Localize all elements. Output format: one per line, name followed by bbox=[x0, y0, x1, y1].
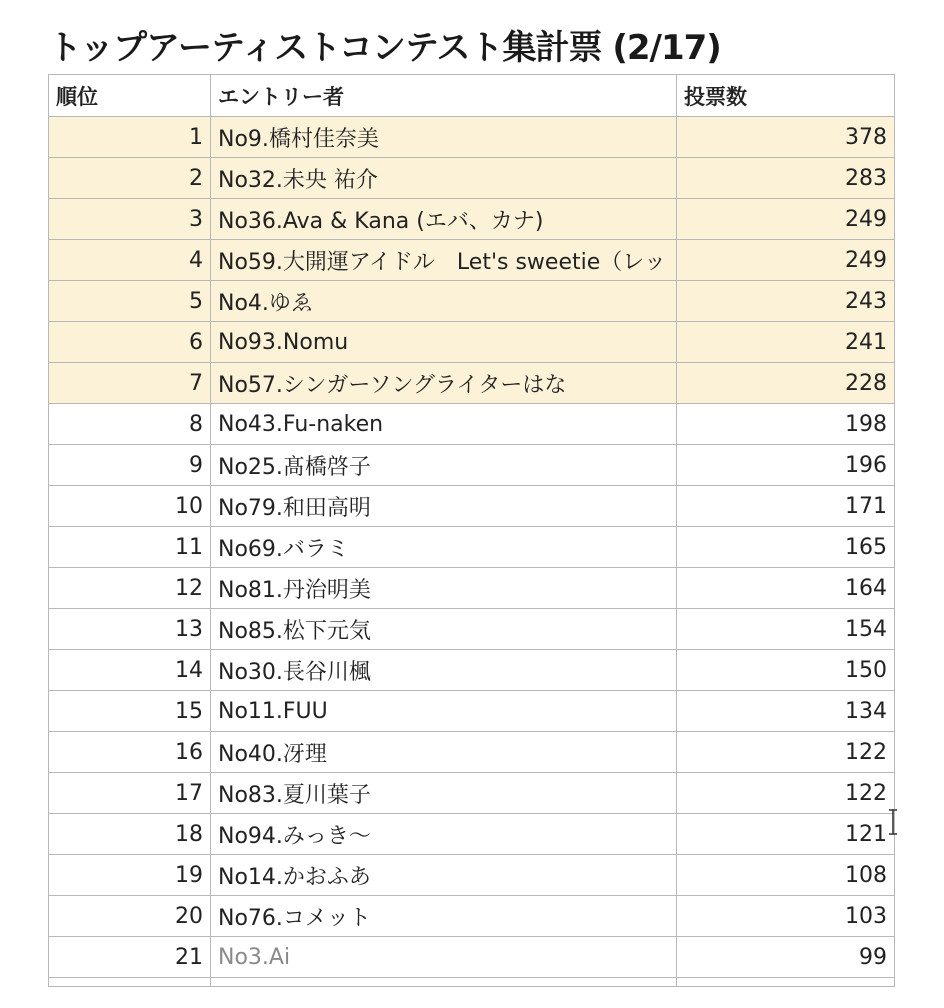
rank-cell[interactable]: 2 bbox=[49, 158, 211, 199]
votes-cell[interactable]: 283 bbox=[677, 158, 895, 199]
table-row bbox=[49, 445, 895, 486]
rank-cell[interactable]: 14 bbox=[49, 650, 211, 691]
entrant-cell[interactable]: No81.丹治明美 bbox=[211, 568, 677, 609]
entrant-cell[interactable]: No40.冴理 bbox=[211, 732, 677, 773]
rank-cell[interactable]: 7 bbox=[49, 363, 211, 404]
table-row bbox=[49, 650, 895, 691]
rank-cell[interactable]: 4 bbox=[49, 240, 211, 281]
entrant-cell[interactable] bbox=[211, 978, 677, 987]
rank-cell[interactable] bbox=[49, 978, 211, 987]
results-sheet bbox=[48, 74, 894, 987]
entrant-cell[interactable]: No3.Ai bbox=[211, 937, 677, 978]
header-rank[interactable]: 順位 bbox=[49, 75, 211, 117]
rank-cell[interactable]: 12 bbox=[49, 568, 211, 609]
header-entrant[interactable]: エントリー者 bbox=[211, 75, 677, 117]
text-cursor-icon bbox=[888, 808, 898, 836]
votes-cell[interactable]: 134 bbox=[677, 691, 895, 732]
votes-cell[interactable]: 108 bbox=[677, 855, 895, 896]
votes-cell[interactable]: 165 bbox=[677, 527, 895, 568]
table-row bbox=[49, 486, 895, 527]
table-row bbox=[49, 404, 895, 445]
votes-cell[interactable]: 171 bbox=[677, 486, 895, 527]
entrant-cell[interactable]: No59.大開運アイドル Let's sweetie（レッ bbox=[211, 240, 677, 281]
rank-cell[interactable]: 9 bbox=[49, 445, 211, 486]
votes-cell[interactable]: 378 bbox=[677, 117, 895, 158]
table-row bbox=[49, 773, 895, 814]
votes-cell[interactable]: 99 bbox=[677, 937, 895, 978]
votes-cell[interactable]: 243 bbox=[677, 281, 895, 322]
entrant-cell[interactable]: No36.Ava & Kana (エバ、カナ) bbox=[211, 199, 677, 240]
rank-cell[interactable]: 5 bbox=[49, 281, 211, 322]
table-row bbox=[49, 896, 895, 937]
entrant-cell[interactable]: No57.シンガーソングライターはな bbox=[211, 363, 677, 404]
header-votes[interactable]: 投票数 bbox=[677, 75, 895, 117]
votes-cell[interactable]: 196 bbox=[677, 445, 895, 486]
rank-cell[interactable]: 1 bbox=[49, 117, 211, 158]
rank-cell[interactable]: 3 bbox=[49, 199, 211, 240]
table-row bbox=[49, 117, 895, 158]
rank-cell[interactable]: 17 bbox=[49, 773, 211, 814]
table-row bbox=[49, 199, 895, 240]
entrant-cell[interactable]: No4.ゆゑ bbox=[211, 281, 677, 322]
votes-cell[interactable]: 249 bbox=[677, 199, 895, 240]
rank-cell[interactable]: 15 bbox=[49, 691, 211, 732]
votes-cell[interactable]: 249 bbox=[677, 240, 895, 281]
entrant-cell[interactable]: No69.バラミ bbox=[211, 527, 677, 568]
entrant-cell[interactable]: No30.長谷川楓 bbox=[211, 650, 677, 691]
rank-cell[interactable]: 6 bbox=[49, 322, 211, 363]
rank-cell[interactable]: 11 bbox=[49, 527, 211, 568]
table-row bbox=[49, 937, 895, 978]
entrant-cell[interactable]: No11.FUU bbox=[211, 691, 677, 732]
votes-cell[interactable]: 150 bbox=[677, 650, 895, 691]
votes-cell[interactable]: 164 bbox=[677, 568, 895, 609]
entrant-cell[interactable]: No9.橋村佳奈美 bbox=[211, 117, 677, 158]
votes-cell[interactable]: 121 bbox=[677, 814, 895, 855]
votes-cell[interactable] bbox=[677, 978, 895, 987]
table-row bbox=[49, 363, 895, 404]
votes-cell[interactable]: 122 bbox=[677, 732, 895, 773]
table-row bbox=[49, 691, 895, 732]
table-row bbox=[49, 281, 895, 322]
rank-cell[interactable]: 19 bbox=[49, 855, 211, 896]
entrant-cell[interactable]: No32.未央 祐介 bbox=[211, 158, 677, 199]
rank-cell[interactable]: 8 bbox=[49, 404, 211, 445]
table-row bbox=[49, 609, 895, 650]
votes-cell[interactable]: 198 bbox=[677, 404, 895, 445]
rank-cell[interactable]: 13 bbox=[49, 609, 211, 650]
table-row-partial bbox=[49, 978, 895, 987]
votes-cell[interactable]: 122 bbox=[677, 773, 895, 814]
table-row bbox=[49, 732, 895, 773]
results-table bbox=[48, 74, 895, 987]
votes-cell[interactable]: 241 bbox=[677, 322, 895, 363]
votes-cell[interactable]: 103 bbox=[677, 896, 895, 937]
table-row bbox=[49, 527, 895, 568]
rank-cell[interactable]: 18 bbox=[49, 814, 211, 855]
table-row bbox=[49, 814, 895, 855]
rank-cell[interactable]: 10 bbox=[49, 486, 211, 527]
table-row bbox=[49, 855, 895, 896]
table-row bbox=[49, 240, 895, 281]
entrant-cell[interactable]: No83.夏川葉子 bbox=[211, 773, 677, 814]
entrant-cell[interactable]: No93.Nomu bbox=[211, 322, 677, 363]
table-row bbox=[49, 322, 895, 363]
votes-cell[interactable]: 154 bbox=[677, 609, 895, 650]
entrant-cell[interactable]: No43.Fu-naken bbox=[211, 404, 677, 445]
rank-cell[interactable]: 16 bbox=[49, 732, 211, 773]
rank-cell[interactable]: 20 bbox=[49, 896, 211, 937]
rank-cell[interactable]: 21 bbox=[49, 937, 211, 978]
votes-cell[interactable]: 228 bbox=[677, 363, 895, 404]
table-row bbox=[49, 158, 895, 199]
entrant-cell[interactable]: No76.コメット bbox=[211, 896, 677, 937]
header-row bbox=[49, 75, 895, 117]
entrant-cell[interactable]: No85.松下元気 bbox=[211, 609, 677, 650]
entrant-cell[interactable]: No14.かおふあ bbox=[211, 855, 677, 896]
entrant-cell[interactable]: No94.みっき〜 bbox=[211, 814, 677, 855]
entrant-cell[interactable]: No79.和田高明 bbox=[211, 486, 677, 527]
page-title: トップアーティストコンテスト集計票 (2/17) bbox=[48, 28, 721, 68]
entrant-cell[interactable]: No25.髙橋啓子 bbox=[211, 445, 677, 486]
table-row bbox=[49, 568, 895, 609]
